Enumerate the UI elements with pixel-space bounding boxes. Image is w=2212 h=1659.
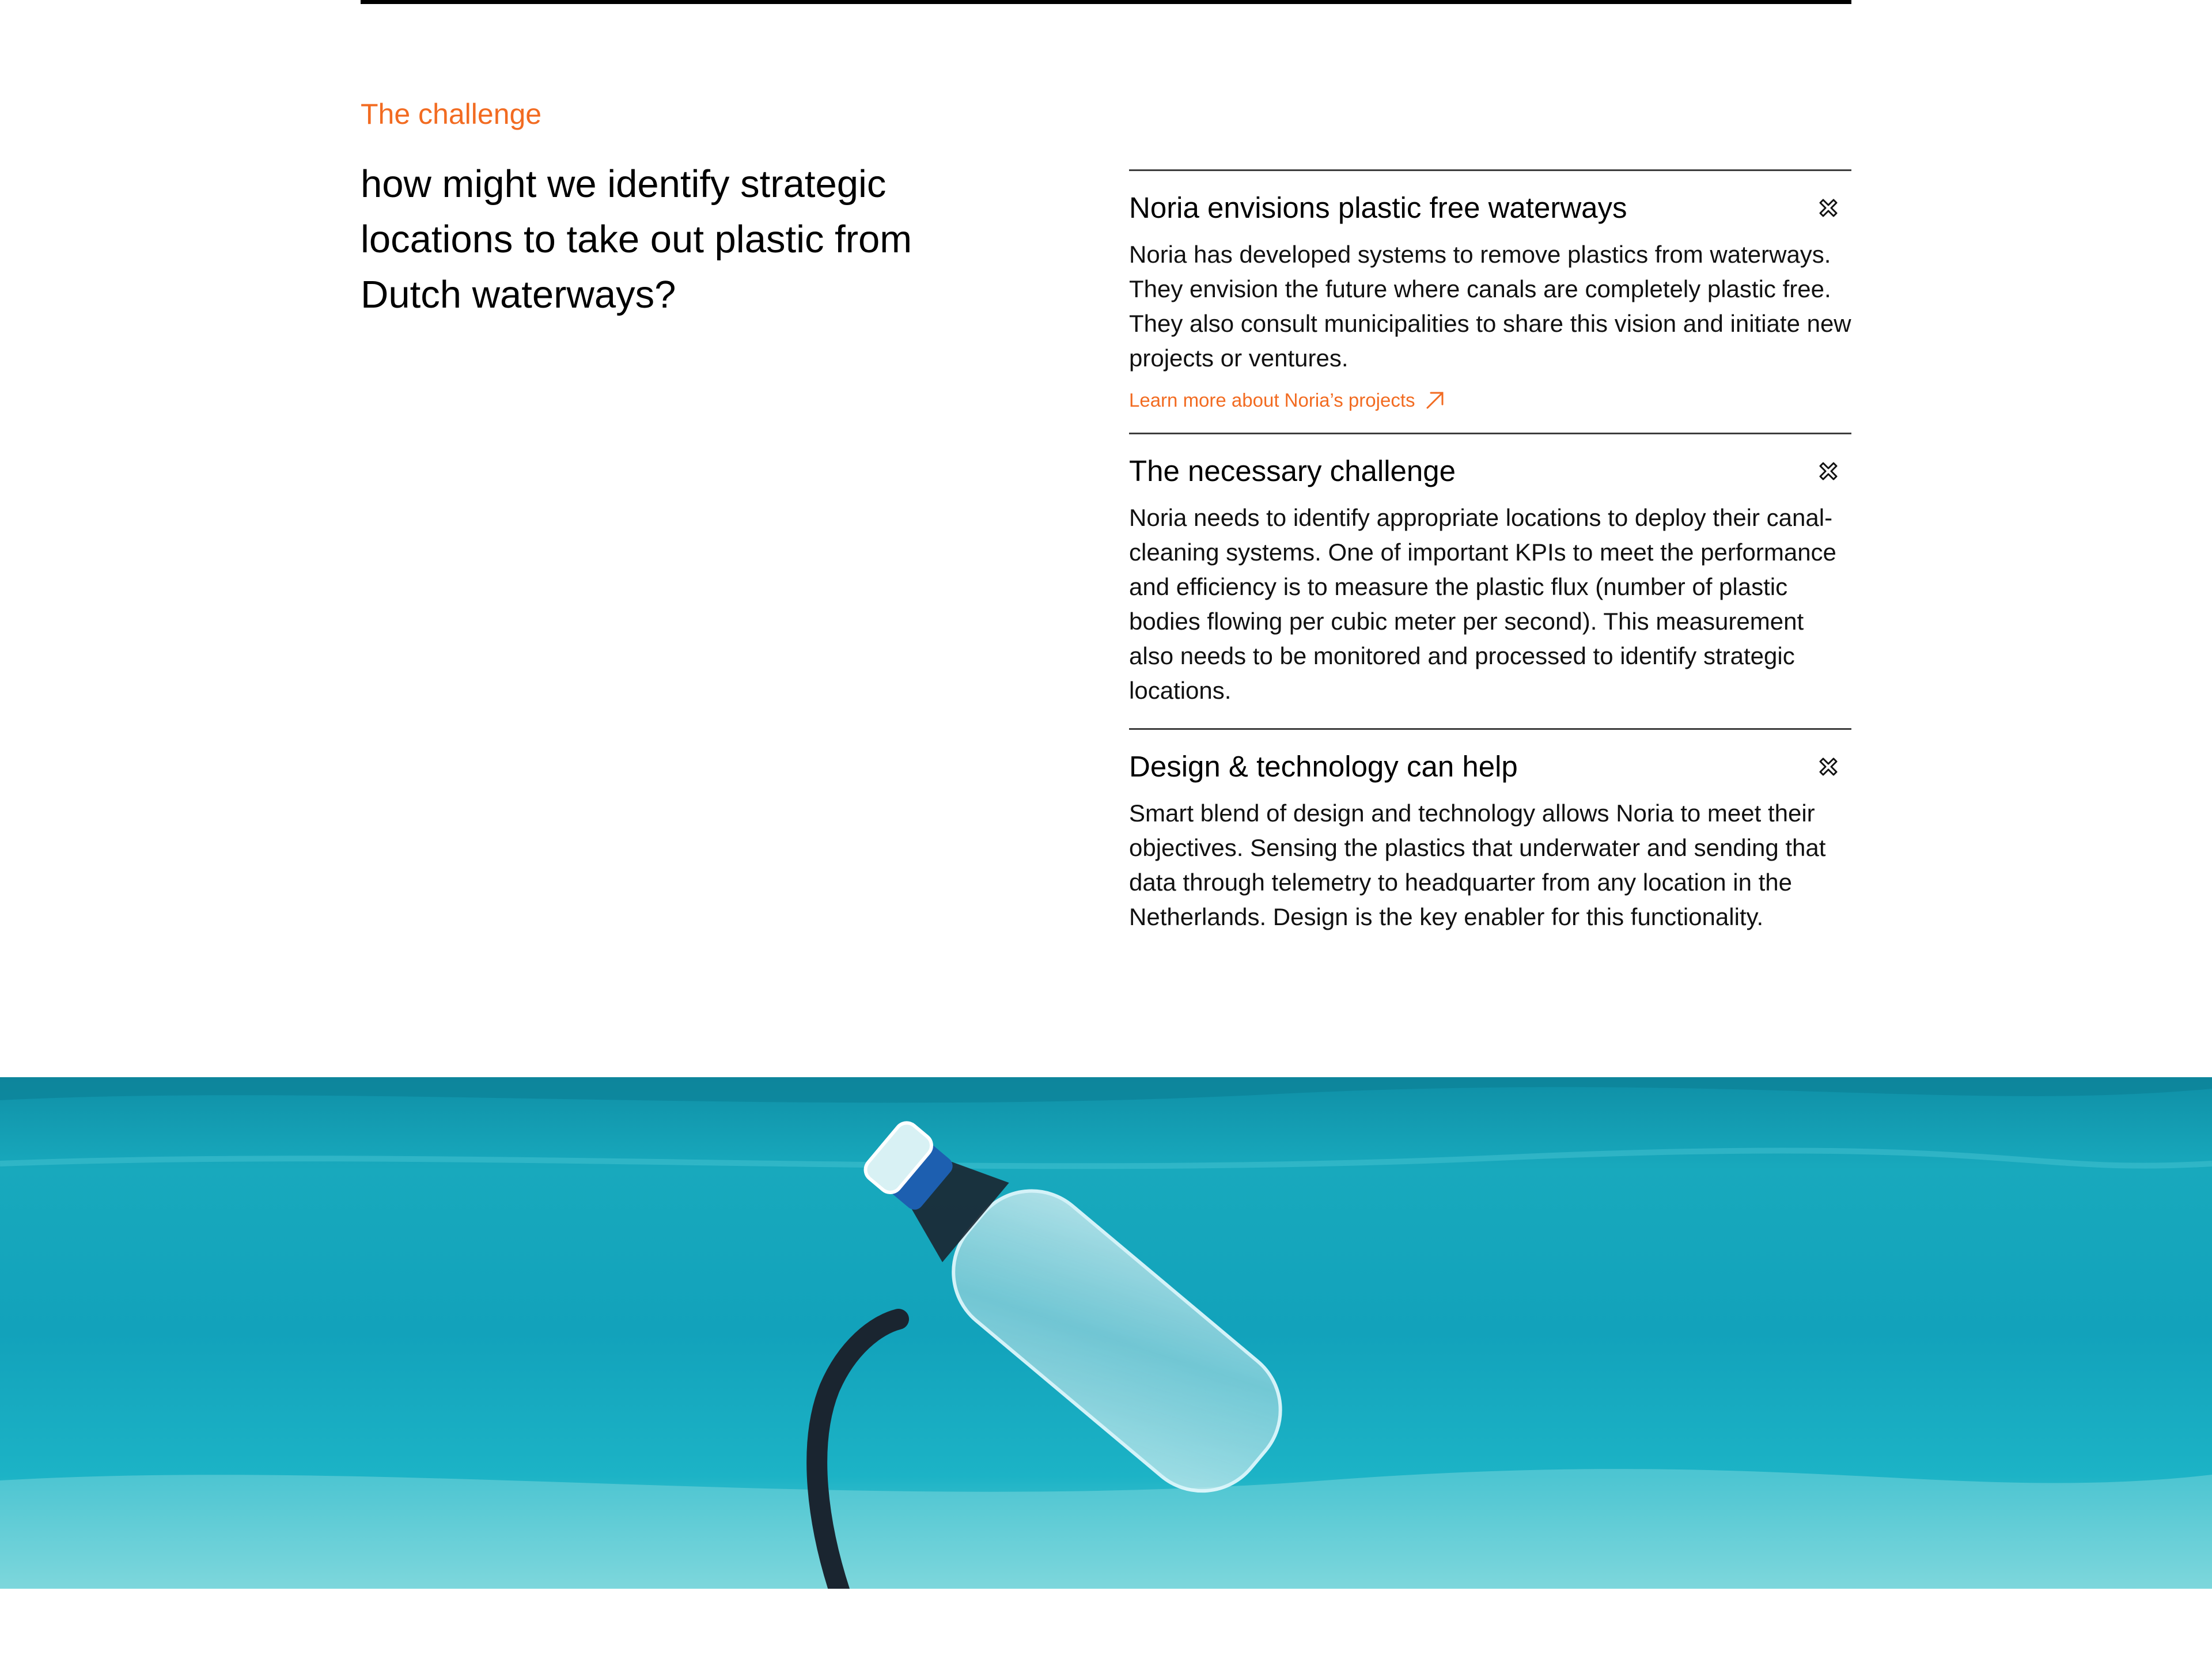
top-divider bbox=[361, 0, 1851, 4]
accordion-item-vision bbox=[1129, 169, 1851, 433]
collapse-icon[interactable] bbox=[1817, 755, 1840, 778]
learn-more-link[interactable] bbox=[1129, 388, 1446, 413]
accordion-item-body: Noria needs to identify appropriate locations to deploy their canal-cleaning systems. One of important KPIs to meet the performance and efficiency is to measure the plastic flux (number of plastic bodies flowing per cubic meter per second). This measurement also needs to be monitored and processed to identify strategic locations. bbox=[1129, 504, 1836, 704]
arrow-up-right-icon bbox=[1424, 389, 1446, 411]
x-cross-icon bbox=[1817, 460, 1840, 483]
underwater-plastic-bottle-image bbox=[0, 1077, 2212, 1589]
accordion-item-body: Smart blend of design and technology allows Noria to meet their objectives. Sensing the plastics that underwater and sending that data through telemetry to headquarter from any location in the Netherlands. Design is the key enabler for this functionality. bbox=[1129, 800, 1826, 930]
collapse-icon[interactable] bbox=[1817, 196, 1840, 219]
x-cross-icon bbox=[1817, 196, 1840, 219]
learn-more-label: Learn more about Noria’s projects bbox=[1129, 389, 1415, 411]
accordion-item-title[interactable]: Design & technology can help bbox=[1129, 750, 1518, 783]
x-cross-icon bbox=[1817, 755, 1840, 778]
accordion-item-title[interactable]: The necessary challenge bbox=[1129, 454, 1456, 487]
challenge-accordion bbox=[1129, 169, 1851, 989]
accordion-item-title[interactable]: Noria envisions plastic free waterways bbox=[1129, 191, 1627, 224]
accordion-item-design bbox=[1129, 728, 1851, 989]
challenge-headline: how might we identify strategic locations to take out plastic from Dutch waterways? bbox=[361, 162, 912, 316]
accordion-item-body: Noria has developed systems to remove plastics from waterways. They envision the future where canals are completely plastic free. They also consult municipalities to share this vision and initiate new projects or ventures. bbox=[1129, 241, 1851, 372]
accordion-item-challenge bbox=[1129, 433, 1851, 728]
section-eyebrow: The challenge bbox=[361, 98, 542, 130]
collapse-icon[interactable] bbox=[1817, 460, 1840, 483]
